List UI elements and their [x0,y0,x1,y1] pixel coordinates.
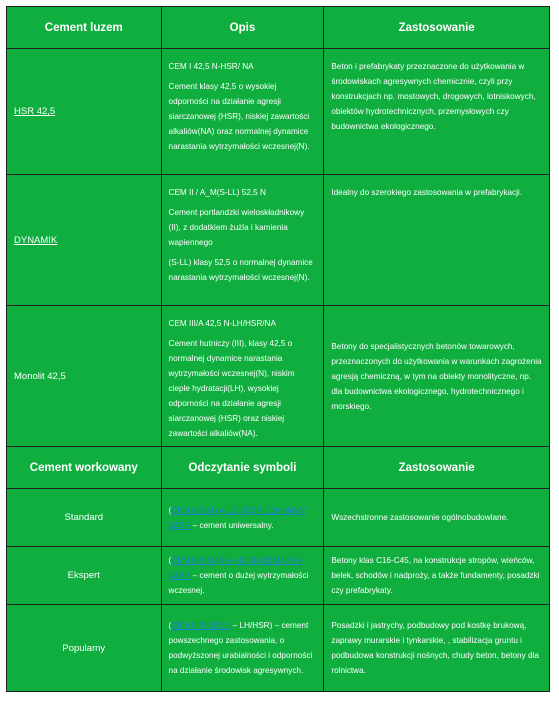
cement-name-dynamik[interactable]: DYNAMIK [7,175,162,306]
header-usage: Zastosowanie [324,7,550,49]
cement-usage: Beton i prefabrykaty przeznaczone do użytkowania w środowiskach agresywnych chemicznie, czyli przy konstrukcjach np. mostowych, drogowych, lotniskowych, obiektów hydrotechnicznych, przemysłowych czy budownictwa ekologicznego. [324,49,550,175]
cement-description-text-2: (S-LL) klasy 52,5 o normalnej dynamice narastania wytrzymałości wczesnej(N). [168,258,313,282]
table-row [7,605,550,692]
cement-usage: Betony do specjalistycznych betonów towarowych, przeznaczonych do użytkowania w warunkach zagrożenia agresją chemiczną, w tym na obiekty monolityczne, np. dla budownictwa ekologicznego, hydrotechnicznego i morskiego. [324,306,550,447]
cement-code: CEM II / A_M(S-LL) 52,5 N [168,188,266,197]
header-description: Opis [161,7,324,49]
cement-description [161,306,324,447]
header-symbols: Odczytanie symboli [161,447,324,489]
cement-usage: Betony klas C16-C45, na konstrukcje stropów, wieńców, belek, schodów i nadproży, a także fundamenty, posadzki czy prefabrykaty. [324,547,550,605]
cement-code: CEM III/A 42,5 N-LH/HSR/NA [168,319,276,328]
cement-table [6,6,550,692]
cement-symbol-link[interactable]: CEM II/B-M (V-LL) 32,5R CEM II/B-V 32,5R [168,505,306,530]
cement-symbol-description: – LH/HSR) – cement powszechnego zastosowania, o podwyższonej urabialności i odporności na działanie środowisk agresywnych. [168,621,313,675]
header-cement-bagged: Cement workowany [7,447,162,489]
cement-symbol-description: – cement uniwersalny. [190,520,274,530]
cement-code: CEM I 42,5 N-HSR/ NA [168,62,254,71]
header-cement-bulk: Cement luzem [7,7,162,49]
cement-description-text: Cement klasy 42,5 o wysokiej odporności na działanie agresji siarczanowej (HSR), niskiej zawartości alkaliów(NA) oraz normalnej dynamice narastania wytrzymałości wczesnej(N). [168,82,310,151]
cement-symbols: (CEM III/B 32,5N – LH/HSR) – cement powszechnego zastosowania, o podwyższonej urabialności i odporności na działanie środowisk agresywnych. [161,605,324,692]
cement-usage: Wszechstronne zastosowanie ogólnobudowlane. [324,489,550,547]
cement-description [161,49,324,175]
cement-description-text: Cement portlandzki wieloskładnikowy (II), z dodatkiem żużla i kamienia wapiennego [168,208,305,247]
cement-name-standard: Standard [7,489,162,547]
cement-name-ekspert: Ekspert [7,547,162,605]
cement-name-monolit: Monolit 42,5 [7,306,162,447]
table-row [7,547,550,605]
cement-symbol-link[interactable]: CEM III/B 32,5N [171,621,231,630]
cement-usage: Posadzki i jastrychy, podbudowy pod kostkę brukową, zaprawy murarskie i tynkarskie, , stabilizacja gruntu i podbudowa konstrukcji nośnych, chudy beton, betony dla rolnictwa. [324,605,550,692]
table-header-bulk [7,7,550,49]
table-header-bagged [7,447,550,489]
cement-description-text: Cement hutniczy (III), klasy 42,5 o normalnej dynamice narastania wytrzymałości wczesnej(N), niskim cieple hydratacji(LH), wysokiej odporności na działanie agresji siarczanowej (HSR) oraz niskiej zawartości alkaliów(NA). [168,339,295,438]
cement-name-popularny: Popularny [7,605,162,692]
header-usage: Zastosowanie [324,447,550,489]
cement-symbol-description: – cement o dużej wytrzymałości wczesnej. [168,571,309,595]
table-row [7,489,550,547]
cement-name-hsr[interactable]: HSR 42,5 [7,49,162,175]
cement-usage: Idealny do szerokiego zastosowania w prefabrykacji. [324,175,550,306]
cement-symbols: (CEM II/B-M (V-LL) 32,5R CEM II/B-V 32,5R – cement uniwersalny. [161,489,324,547]
table-row [7,175,550,306]
cement-symbols: (CEM II/B-M (S-V) 42,5N CEM II/A-V 42,5R – cement o dużej wytrzymałości wczesnej. [161,547,324,605]
cement-symbol-link[interactable]: CEM II/B-M (S-V) 42,5N CEM II/A-V 42,5R [168,556,303,580]
table-row [7,49,550,175]
table-row [7,306,550,447]
cement-description [161,175,324,306]
